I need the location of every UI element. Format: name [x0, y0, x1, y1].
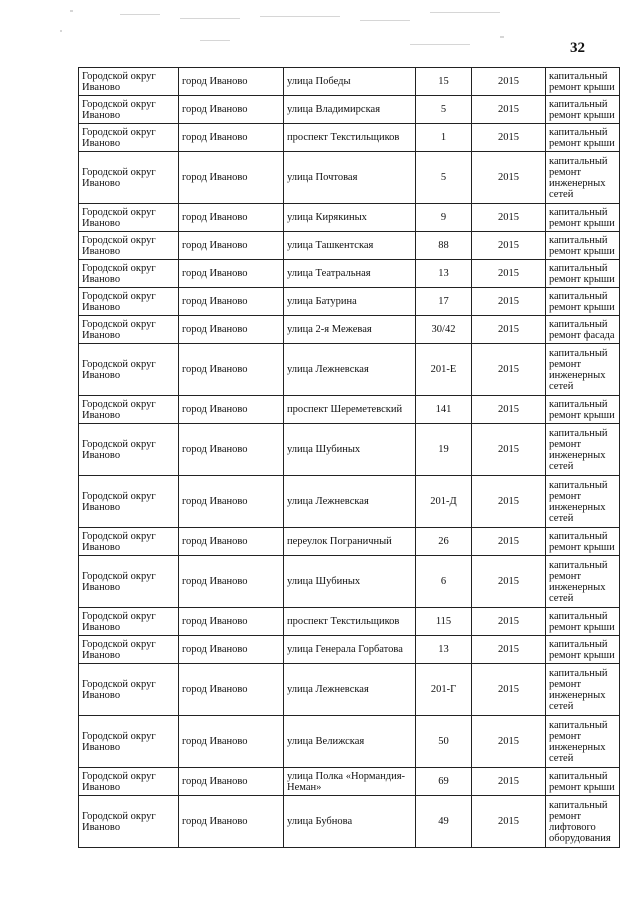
house-number-cell: 13	[416, 636, 472, 664]
street-cell: улица Лежневская	[284, 664, 416, 716]
city-cell: город Иваново	[179, 260, 284, 288]
work-type-cell: капитальный ремонт инженерных сетей	[546, 664, 620, 716]
house-number-cell: 19	[416, 424, 472, 476]
city-cell: город Иваново	[179, 636, 284, 664]
city-cell: город Иваново	[179, 664, 284, 716]
street-cell: улица Батурина	[284, 288, 416, 316]
city-cell: город Иваново	[179, 152, 284, 204]
street-cell: проспект Шереметевский	[284, 396, 416, 424]
house-number-cell: 88	[416, 232, 472, 260]
work-type-cell: капитальный ремонт крыши	[546, 396, 620, 424]
house-number-cell: 15	[416, 68, 472, 96]
work-type-cell: капитальный ремонт крыши	[546, 204, 620, 232]
district-cell: Городской округ Иваново	[79, 316, 179, 344]
scan-noise-decoration	[0, 0, 640, 60]
house-number-cell: 26	[416, 528, 472, 556]
table-row	[79, 396, 620, 424]
street-cell: улица Полка «Нормандия-Неман»	[284, 768, 416, 796]
street-cell: улица 2-я Межевая	[284, 316, 416, 344]
table-row	[79, 288, 620, 316]
house-number-cell: 9	[416, 204, 472, 232]
table-row	[79, 344, 620, 396]
year-cell: 2015	[472, 528, 546, 556]
district-cell: Городской округ Иваново	[79, 556, 179, 608]
table-row	[79, 556, 620, 608]
district-cell: Городской округ Иваново	[79, 288, 179, 316]
work-type-cell: капитальный ремонт фасада	[546, 316, 620, 344]
city-cell: город Иваново	[179, 476, 284, 528]
year-cell: 2015	[472, 716, 546, 768]
district-cell: Городской округ Иваново	[79, 424, 179, 476]
house-number-cell: 6	[416, 556, 472, 608]
street-cell: улица Ташкентская	[284, 232, 416, 260]
city-cell: город Иваново	[179, 528, 284, 556]
house-number-cell: 115	[416, 608, 472, 636]
district-cell: Городской округ Иваново	[79, 396, 179, 424]
street-cell: улица Генерала Горбатова	[284, 636, 416, 664]
work-type-cell: капитальный ремонт крыши	[546, 96, 620, 124]
table-row	[79, 716, 620, 768]
work-type-cell: капитальный ремонт крыши	[546, 68, 620, 96]
work-type-cell: капитальный ремонт инженерных сетей	[546, 344, 620, 396]
city-cell: город Иваново	[179, 396, 284, 424]
house-number-cell: 201-Е	[416, 344, 472, 396]
table-row	[79, 152, 620, 204]
house-number-cell: 69	[416, 768, 472, 796]
house-number-cell: 201-Г	[416, 664, 472, 716]
year-cell: 2015	[472, 556, 546, 608]
register-table-body	[79, 68, 620, 848]
city-cell: город Иваново	[179, 124, 284, 152]
house-number-cell: 49	[416, 796, 472, 848]
city-cell: город Иваново	[179, 288, 284, 316]
year-cell: 2015	[472, 288, 546, 316]
district-cell: Городской округ Иваново	[79, 608, 179, 636]
street-cell: улица Театральная	[284, 260, 416, 288]
street-cell: проспект Текстильщиков	[284, 608, 416, 636]
house-number-cell: 5	[416, 96, 472, 124]
year-cell: 2015	[472, 344, 546, 396]
city-cell: город Иваново	[179, 796, 284, 848]
work-type-cell: капитальный ремонт инженерных сетей	[546, 424, 620, 476]
work-type-cell: капитальный ремонт крыши	[546, 636, 620, 664]
table-row	[79, 124, 620, 152]
street-cell: улица Лежневская	[284, 476, 416, 528]
house-number-cell: 141	[416, 396, 472, 424]
street-cell: улица Велижская	[284, 716, 416, 768]
district-cell: Городской округ Иваново	[79, 664, 179, 716]
table-row	[79, 796, 620, 848]
district-cell: Городской округ Иваново	[79, 768, 179, 796]
district-cell: Городской округ Иваново	[79, 476, 179, 528]
table-row	[79, 424, 620, 476]
city-cell: город Иваново	[179, 768, 284, 796]
work-type-cell: капитальный ремонт крыши	[546, 768, 620, 796]
city-cell: город Иваново	[179, 344, 284, 396]
street-cell: улица Шубиных	[284, 424, 416, 476]
table-row	[79, 476, 620, 528]
work-type-cell: капитальный ремонт инженерных сетей	[546, 716, 620, 768]
work-type-cell: капитальный ремонт инженерных сетей	[546, 476, 620, 528]
work-type-cell: капитальный ремонт крыши	[546, 260, 620, 288]
table-row	[79, 96, 620, 124]
year-cell: 2015	[472, 424, 546, 476]
house-number-cell: 5	[416, 152, 472, 204]
city-cell: город Иваново	[179, 204, 284, 232]
district-cell: Городской округ Иваново	[79, 796, 179, 848]
table-row	[79, 608, 620, 636]
year-cell: 2015	[472, 796, 546, 848]
year-cell: 2015	[472, 204, 546, 232]
work-type-cell: капитальный ремонт инженерных сетей	[546, 556, 620, 608]
house-number-cell: 201-Д	[416, 476, 472, 528]
year-cell: 2015	[472, 260, 546, 288]
district-cell: Городской округ Иваново	[79, 636, 179, 664]
district-cell: Городской округ Иваново	[79, 204, 179, 232]
district-cell: Городской округ Иваново	[79, 260, 179, 288]
house-number-cell: 30/42	[416, 316, 472, 344]
house-number-cell: 50	[416, 716, 472, 768]
city-cell: город Иваново	[179, 96, 284, 124]
work-type-cell: капитальный ремонт крыши	[546, 124, 620, 152]
register-table	[78, 67, 620, 848]
year-cell: 2015	[472, 68, 546, 96]
year-cell: 2015	[472, 152, 546, 204]
year-cell: 2015	[472, 396, 546, 424]
table-row	[79, 204, 620, 232]
work-type-cell: капитальный ремонт крыши	[546, 528, 620, 556]
city-cell: город Иваново	[179, 556, 284, 608]
table-row	[79, 528, 620, 556]
house-number-cell: 1	[416, 124, 472, 152]
district-cell: Городской округ Иваново	[79, 528, 179, 556]
year-cell: 2015	[472, 316, 546, 344]
city-cell: город Иваново	[179, 716, 284, 768]
house-number-cell: 13	[416, 260, 472, 288]
table-row	[79, 768, 620, 796]
district-cell: Городской округ Иваново	[79, 124, 179, 152]
year-cell: 2015	[472, 664, 546, 716]
street-cell: переулок Пограничный	[284, 528, 416, 556]
street-cell: улица Кирякиных	[284, 204, 416, 232]
street-cell: улица Владимирская	[284, 96, 416, 124]
year-cell: 2015	[472, 232, 546, 260]
city-cell: город Иваново	[179, 608, 284, 636]
year-cell: 2015	[472, 124, 546, 152]
work-type-cell: капитальный ремонт лифтового оборудования	[546, 796, 620, 848]
year-cell: 2015	[472, 96, 546, 124]
table-row	[79, 316, 620, 344]
table-row	[79, 232, 620, 260]
street-cell: улица Победы	[284, 68, 416, 96]
year-cell: 2015	[472, 636, 546, 664]
table-row	[79, 260, 620, 288]
city-cell: город Иваново	[179, 316, 284, 344]
street-cell: улица Бубнова	[284, 796, 416, 848]
table-row	[79, 68, 620, 96]
street-cell: улица Лежневская	[284, 344, 416, 396]
city-cell: город Иваново	[179, 232, 284, 260]
district-cell: Городской округ Иваново	[79, 68, 179, 96]
table-row	[79, 636, 620, 664]
work-type-cell: капитальный ремонт инженерных сетей	[546, 152, 620, 204]
city-cell: город Иваново	[179, 68, 284, 96]
district-cell: Городской округ Иваново	[79, 96, 179, 124]
work-type-cell: капитальный ремонт крыши	[546, 288, 620, 316]
district-cell: Городской округ Иваново	[79, 152, 179, 204]
page-number: 32	[570, 40, 585, 56]
city-cell: город Иваново	[179, 424, 284, 476]
street-cell: проспект Текстильщиков	[284, 124, 416, 152]
district-cell: Городской округ Иваново	[79, 716, 179, 768]
work-type-cell: капитальный ремонт крыши	[546, 608, 620, 636]
work-type-cell: капитальный ремонт крыши	[546, 232, 620, 260]
district-cell: Городской округ Иваново	[79, 232, 179, 260]
street-cell: улица Шубиных	[284, 556, 416, 608]
table-row	[79, 664, 620, 716]
year-cell: 2015	[472, 768, 546, 796]
street-cell: улица Почтовая	[284, 152, 416, 204]
year-cell: 2015	[472, 476, 546, 528]
district-cell: Городской округ Иваново	[79, 344, 179, 396]
house-number-cell: 17	[416, 288, 472, 316]
year-cell: 2015	[472, 608, 546, 636]
